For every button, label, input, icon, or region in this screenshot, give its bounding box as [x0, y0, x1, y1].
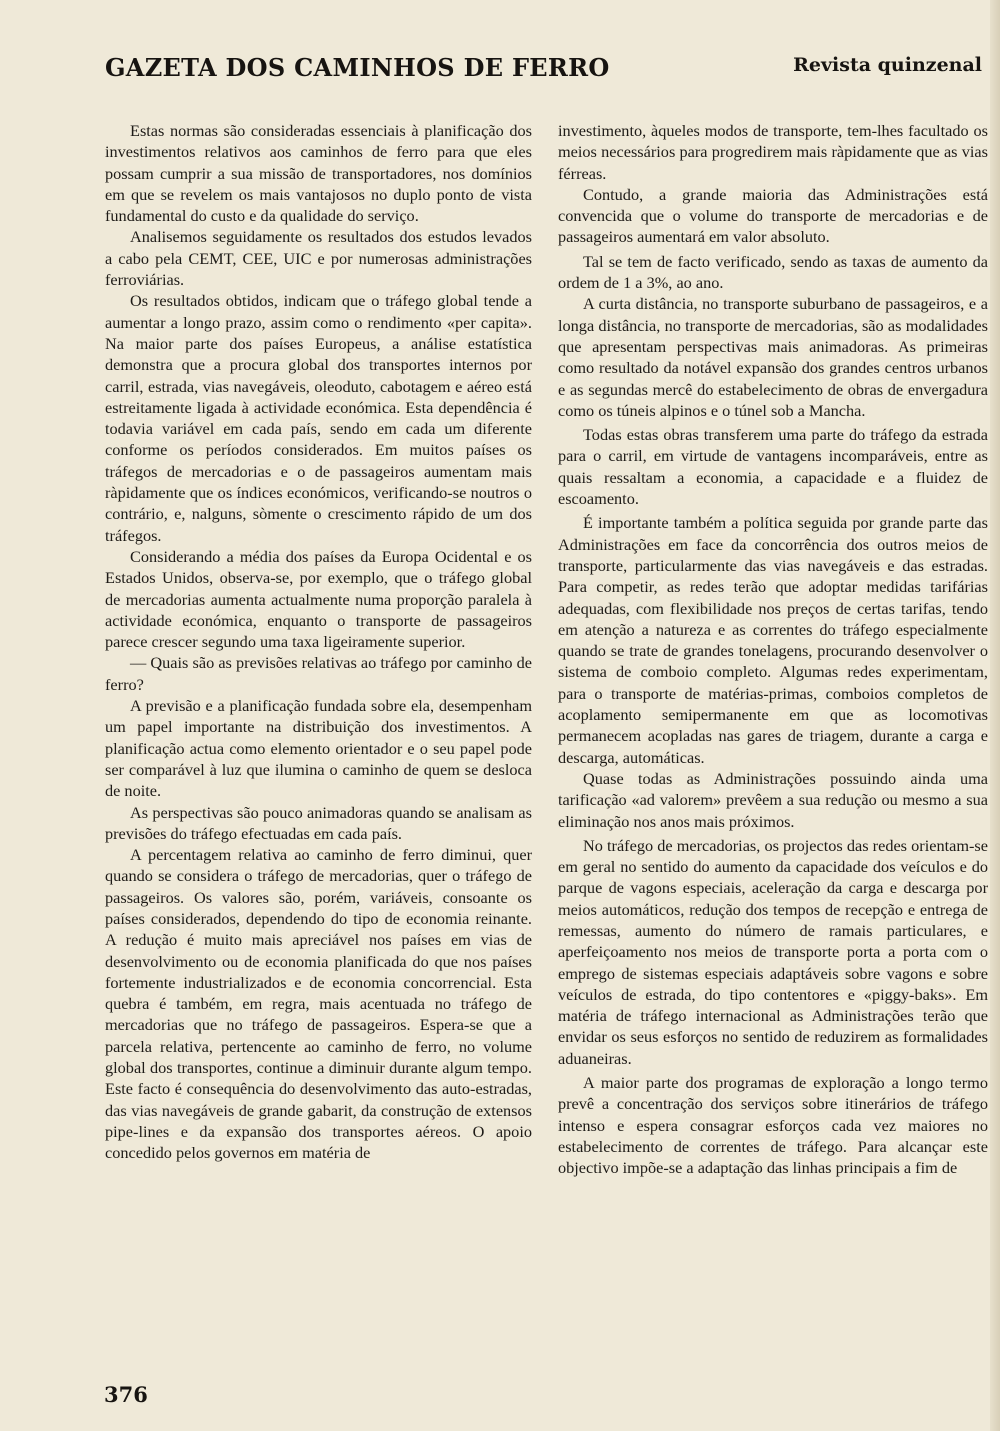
page-edge	[990, 0, 1000, 1431]
page-number: 376	[104, 1382, 148, 1407]
paragraph: A previsão e a planificação fundada sobre ela, desempenham um papel importante na distribuição dos investimentos. A planificação actua como elemento orientador e o seu papel pode ser comparável à luz que ilumina o caminho de quem se desloca de noite.	[105, 696, 532, 801]
paragraph: A percentagem relativa ao caminho de ferro diminui, quer quando se considera o tráfego de mercadorias, quer o tráfego de passageiros. Os valores são, porém, variáveis, consoante os países considerados, dependendo do tipo de economia reinante. A redução é muito mais apreciável nos países em vias de desenvolvimento ou de economia planificada do que nos países fortemente industrializados e de economia concorrencial. Esta quebra é também, em regra, mais acentuada no tráfego de mercadorias que no tráfego de passageiros. Espera-se que a parcela relativa, pertencente ao caminho de ferro, no volume global dos transportes, continue a diminuir durante algum tempo. Este facto é consequência do desenvolvimento das auto-estradas, das vias navegáveis de grande gabarit, da construção de extensos pipe-lines e da expansão dos transportes aéreos. O apoio concedido pelos governos em matéria de	[105, 845, 532, 1163]
paragraph: Tal se tem de facto verificado, sendo as taxas de aumento da ordem de 1 a 3%, ao ano.	[558, 251, 988, 293]
paragraph: Considerando a média dos países da Europa Ocidental e os Estados Unidos, observa-se, por exemplo, que o tráfego global de mercadorias aumenta actualmente numa proporção paralela à actividade económica, enquanto o transporte de passageiros parece crescer segundo uma taxa ligeiramente superior.	[105, 546, 532, 652]
left-column	[105, 120, 532, 1164]
paragraph: A maior parte dos programas de exploração a longo termo prevê a concentração dos serviços sobre itinerários de tráfego intenso e espera consagrar esforços cada vez maiores no estabelecimento de correntes de tráfego. Para alcançar este objectivo impõe-se a adaptação das linhas principais a fim de	[558, 1073, 988, 1178]
paragraph-continued: investimento, àqueles modos de transporte, tem-lhes facultado os meios necessários para progredirem mais ràpidamente que as vias férreas.	[558, 121, 988, 183]
paragraph: Analisemos seguidamente os resultados dos estudos levados a cabo pela CEMT, CEE, UIC e por numerosas administrações ferroviárias.	[105, 227, 532, 290]
running-title: GAZETA DOS CAMINHOS DE FERRO	[105, 53, 610, 82]
paragraph: Quase todas as Administrações possuindo ainda uma tarificação «ad valorem» prevêem a sua redução ou mesmo a sua eliminação nos anos mais próximos.	[558, 768, 988, 831]
paragraph: A curta distância, no transporte suburbano de passageiros, e a longa distância, no transporte de mercadorias, são as modalidades que apresentam perspectivas mais animadoras. As primeiras como resultado da notável expansão dos grandes centros urbanos e as segundas mercê do estabelecimento de obras de envergadura como os túneis alpinos e o túnel sob a Mancha.	[558, 294, 988, 420]
paragraph: Estas normas são consideradas essenciais à planificação dos investimentos relativos aos caminhos de ferro para que eles possam cumprir a sua missão de transportadores, nos domínios em que se revelem os mais vantajosos no duplo ponto de vista fundamental do custo e da qualidade do serviço.	[105, 121, 532, 226]
paragraph: Contudo, a grande maioria das Administrações está convencida que o volume do transporte de mercadorias e de passageiros aumentará em valor absoluto.	[558, 184, 988, 247]
paragraph: Todas estas obras transferem uma parte do tráfego da estrada para o carril, em virtude de vantagens incomparáveis, entre as quais ressaltam a economia, a capacidade e a fluidez de escoamento.	[558, 425, 988, 509]
paragraph: Os resultados obtidos, indicam que o tráfego global tende a aumentar a longo prazo, assim como o rendimento «per capita». Na maior parte dos países Europeus, a análise estatística demonstra que a procura global dos transportes internos por carril, estrada, vias navegáveis, oleoduto, cabotagem e aéreo está estreitamente ligada à actividade económica. Esta dependência é todavia variável em cada país, sendo em cada um diferente conforme os períodos considerados. Em muitos países os tráfegos de mercadorias e o de passageiros aumentam mais ràpidamente que os índices económicos, verificando-se noutros o contrário, e, nalguns, sòmente o crescimento rápido de um dos tráfegos.	[105, 291, 532, 545]
running-subtitle: Revista quinzenal	[793, 54, 982, 76]
paragraph: As perspectivas são pouco animadoras quando se analisam as previsões do tráfego efectuadas em cada país.	[105, 802, 532, 843]
paragraph: No tráfego de mercadorias, os projectos das redes orientam-se em geral no sentido do aumento da capacidade dos veículos e do parque de vagons especiais, aceleração da carga e descarga por meios automáticos, redução dos tempos de recepção e entrega de remessas, aumento do número de ramais particulares, e aperfeiçoamento nos meios de transporte porta a porta com o emprego de sistemas especiais adaptáveis sobre vagons e sobre veículos de estrada, do tipo contentores e «piggy-baks». Em matéria de tráfego internacional as Administrações terão que envidar os seus esforços no sentido de reduzirem as formalidades aduaneiras.	[558, 835, 988, 1068]
right-column	[558, 120, 988, 1179]
question-paragraph: — Quais são as previsões relativas ao tráfego por caminho de ferro?	[105, 653, 532, 694]
paragraph: É importante também a política seguida por grande parte das Administrações em face da concorrência dos outros meios de transporte, particularmente das vias navegáveis e das estradas. Para competir, as redes terão que adoptar medidas tarifárias adequadas, com flexibilidade nos preços de certas tarifas, tendo em atenção a natureza e as correntes do tráfego especialmente quando se trate de grandes tonelagens, procurando desenvolver o sistema de comboio completo. Algumas redes experimentam, para o transporte de matérias-primas, comboios completos de acoplamento semipermanente em que as locomotivas permanecem acopladas nas gares de triagem, durante a carga e descarga, automáticas.	[558, 513, 988, 767]
